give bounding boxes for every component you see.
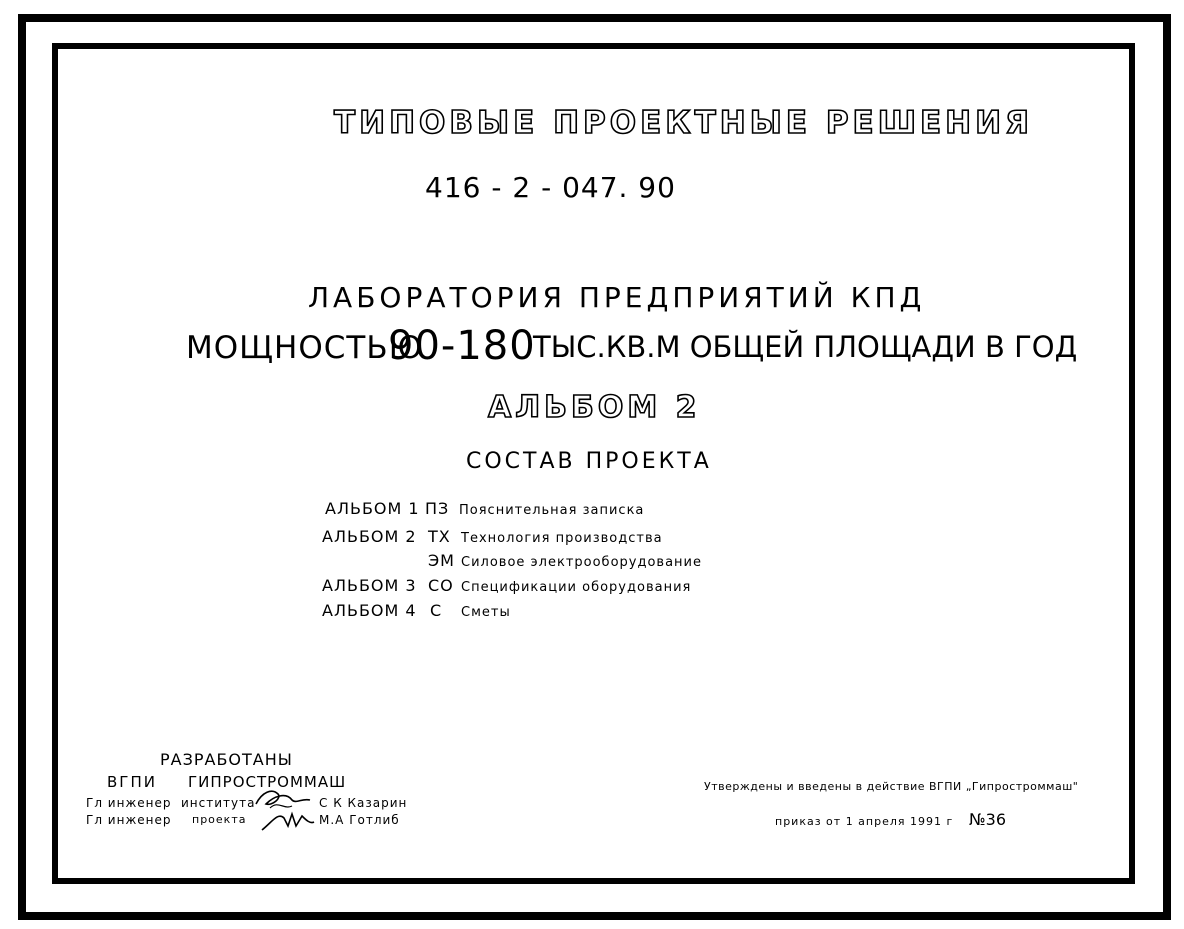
subject-line-2-prefix: МОЩНОСТЬЮ [186,330,424,366]
chief-engineer-project-of: проекта [192,813,247,826]
album-code: ПЗ [425,499,450,518]
album-code: ЭМ [428,551,455,570]
album-ref: АЛЬБОМ 4 [322,601,417,620]
album-title: АЛЬБОМ 2 [488,390,701,425]
composition-heading: СОСТАВ ПРОЕКТА [466,449,712,474]
subject-line-2-suffix: ТЫС.КВ.М ОБЩЕЙ ПЛОЩАДИ В ГОД [533,330,1078,364]
album-desc: Силовое электрооборудование [461,555,702,570]
chief-engineer-project-name: М.А Готлиб [319,813,400,827]
developer-heading: РАЗРАБОТАНЫ [160,750,293,769]
signature-gotlib [258,808,316,834]
chief-engineer-institute-role: Гл инженер [86,796,172,810]
approval-order: приказ от 1 апреля 1991 г [775,815,954,828]
chief-engineer-project-role: Гл инженер [86,813,172,827]
approval-number: №36 [969,810,1006,829]
chief-engineer-institute-name: С К Казарин [319,796,408,810]
chief-engineer-institute-of: института [181,796,256,810]
developer-org-abbr: ВГПИ [107,773,157,791]
album-desc: Сметы [461,605,511,620]
approval-text: Утверждены и введены в действие ВГПИ „Гипростроммаш" [704,780,1079,793]
developer-org-name: ГИПРОСТРОММАШ [188,773,347,791]
document-code: 416 - 2 - 047. 90 [425,171,676,204]
album-ref: АЛЬБОМ 3 [322,576,417,595]
subject-line-2-range: 90-180 [388,323,536,369]
album-code: ТХ [428,527,451,546]
album-desc: Технология производства [461,531,663,546]
album-desc: Пояснительная записка [459,503,645,518]
series-title: ТИПОВЫЕ ПРОЕКТНЫЕ РЕШЕНИЯ [334,105,1033,141]
album-code: С [430,601,443,620]
album-ref: АЛЬБОМ 2 [322,527,417,546]
album-desc: Спецификации оборудования [461,580,692,595]
album-ref: АЛЬБОМ 1 [325,499,420,518]
album-code: СО [428,576,454,595]
subject-line-1: ЛАБОРАТОРИЯ ПРЕДПРИЯТИЙ КПД [308,281,926,314]
